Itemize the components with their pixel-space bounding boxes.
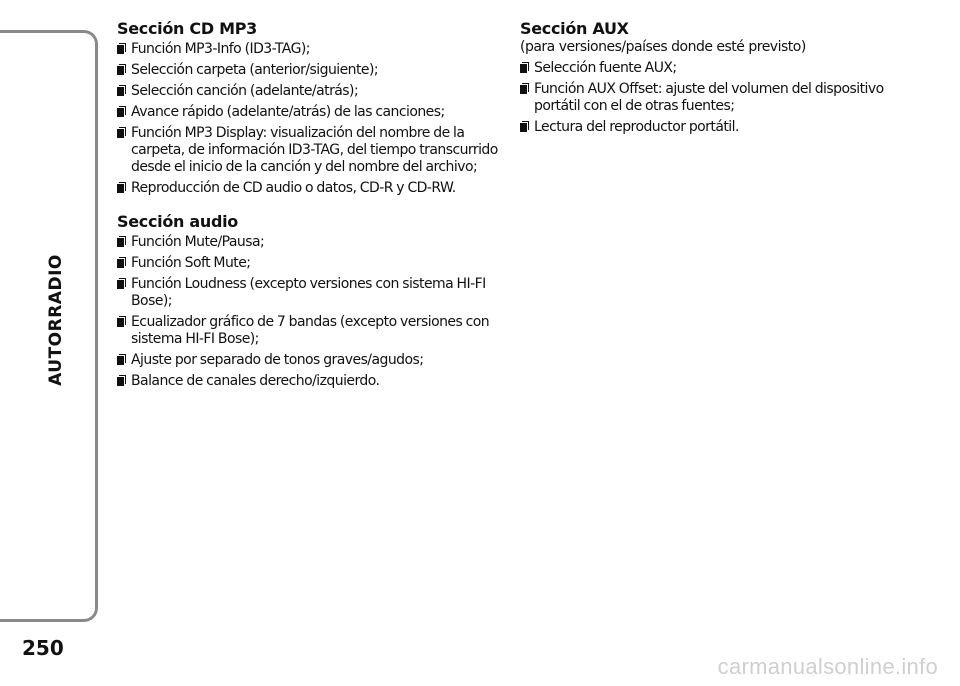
list-item [117, 234, 502, 251]
left-column [117, 20, 502, 394]
chapter-tab-label: AUTORRADIO [46, 254, 66, 386]
section-title: Sección audio [117, 212, 238, 231]
list-item-text: Función MP3-Info (ID3-TAG); [131, 41, 310, 57]
checkbox-bullet-icon [117, 259, 124, 268]
feature-list [520, 60, 915, 136]
watermark: carmanualsonline.info [717, 654, 938, 679]
list-item [117, 352, 502, 369]
list-item-text: Selección carpeta (anterior/siguiente); [131, 62, 379, 78]
list-item [117, 314, 502, 348]
checkbox-bullet-icon [520, 123, 527, 132]
right-column [520, 20, 915, 140]
list-item [117, 41, 502, 58]
list-item-text: Función AUX Offset: ajuste del volumen del dispositivo portátil con el de otras fuentes; [534, 81, 884, 114]
list-item [520, 119, 915, 136]
list-item-text: Balance de canales derecho/izquierdo. [131, 373, 380, 389]
checkbox-bullet-icon [117, 66, 124, 75]
list-item-text: Selección fuente AUX; [534, 60, 677, 76]
checkbox-bullet-icon [117, 356, 124, 365]
section-audio [117, 213, 502, 390]
checkbox-bullet-icon [520, 85, 527, 94]
section-aux [520, 20, 915, 136]
list-item [117, 255, 502, 272]
checkbox-bullet-icon [117, 87, 124, 96]
list-item [117, 180, 502, 197]
checkbox-bullet-icon [117, 129, 124, 138]
list-item [117, 373, 502, 390]
checkbox-bullet-icon [117, 45, 124, 54]
section-cd-mp3 [117, 20, 502, 197]
list-item [117, 62, 502, 79]
checkbox-bullet-icon [117, 280, 124, 289]
list-item [117, 83, 502, 100]
list-item [520, 81, 915, 115]
checkbox-bullet-icon [117, 238, 124, 247]
feature-list [117, 234, 502, 390]
checkbox-bullet-icon [117, 377, 124, 386]
list-item-text: Función Soft Mute; [131, 255, 251, 271]
list-item [520, 60, 915, 77]
page-number: 250 [22, 636, 64, 660]
checkbox-bullet-icon [520, 64, 527, 73]
section-subtitle: (para versiones/países donde esté previsto) [520, 39, 806, 55]
list-item [117, 104, 502, 121]
list-item-text: Selección canción (adelante/atrás); [131, 83, 359, 99]
list-item-text: Ajuste por separado de tonos graves/agudos; [131, 352, 424, 368]
checkbox-bullet-icon [117, 108, 124, 117]
section-title: Sección CD MP3 [117, 19, 257, 38]
section-title: Sección AUX [520, 19, 629, 38]
list-item-text: Función Loudness (excepto versiones con sistema HI-FI Bose); [131, 276, 486, 309]
list-item-text: Función Mute/Pausa; [131, 234, 265, 250]
list-item-text: Avance rápido (adelante/atrás) de las canciones; [131, 104, 445, 120]
checkbox-bullet-icon [117, 184, 124, 193]
list-item-text: Lectura del reproductor portátil. [534, 119, 739, 135]
list-item [117, 125, 502, 176]
list-item-text: Ecualizador gráfico de 7 bandas (excepto versiones con sistema HI-FI Bose); [131, 314, 490, 347]
list-item-text: Reproducción de CD audio o datos, CD-R y CD-RW. [131, 180, 456, 196]
feature-list [117, 41, 502, 197]
list-item [117, 276, 502, 310]
list-item-text: Función MP3 Display: visualización del nombre de la carpeta, de información ID3-TAG, del tiempo transcurrido desde el inicio de la canción y del nombre del archivo; [131, 125, 498, 175]
checkbox-bullet-icon [117, 318, 124, 327]
